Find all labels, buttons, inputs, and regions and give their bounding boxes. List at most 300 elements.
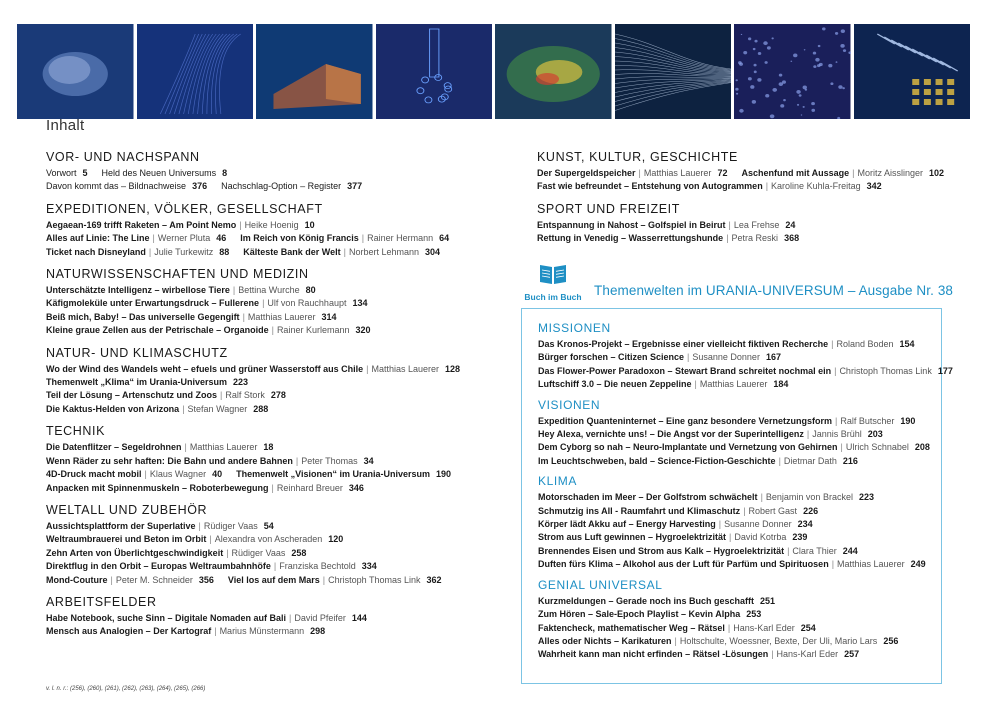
entry-title: Duften fürs Klima – Alkohol aus der Luft für Parfüm und Spirituosen bbox=[538, 559, 829, 570]
toc-entry[interactable] bbox=[46, 312, 336, 322]
entry-author: Holtschulte, Woessner, Bexte, Der Uli, Mario Lars bbox=[679, 635, 878, 646]
toc-row bbox=[537, 232, 957, 245]
entry-page-number: 334 bbox=[361, 561, 377, 572]
separator: | bbox=[322, 574, 326, 585]
toc-entry[interactable] bbox=[46, 626, 325, 636]
entry-page-number: 216 bbox=[842, 455, 858, 466]
entry-author: Stefan Wagner bbox=[187, 403, 248, 414]
section-natur-und-klimaschutz bbox=[46, 346, 486, 417]
entry-title: Zehn Arten von Überlichtgeschwindigkeit bbox=[46, 547, 224, 558]
section-visionen bbox=[538, 398, 938, 469]
entry-author: Christoph Thomas Link bbox=[839, 365, 932, 376]
toc-entry[interactable] bbox=[46, 233, 226, 243]
toc-entry[interactable] bbox=[538, 339, 915, 349]
entry-title: Schmutzig ins All - Raumfahrt und Klimaschutz bbox=[538, 505, 741, 516]
entry-title: Held des Neuen Universums bbox=[101, 168, 217, 178]
entry-page-number: 226 bbox=[803, 505, 819, 516]
separator: | bbox=[687, 352, 690, 363]
entry-page-number: 46 bbox=[216, 233, 227, 244]
entry-author: Petra Reski bbox=[731, 233, 779, 244]
toc-entry[interactable] bbox=[538, 623, 816, 633]
section-sport-und-freizeit bbox=[537, 202, 957, 246]
section-title: GENIAL UNIVERSAL bbox=[538, 577, 663, 592]
entry-author: Franziska Bechtold bbox=[279, 561, 356, 572]
toc-entry[interactable] bbox=[538, 596, 775, 606]
entry-page-number: 184 bbox=[773, 379, 789, 390]
entry-page-number: 167 bbox=[765, 352, 781, 363]
entry-title: Aegaean-169 trifft Raketen – Am Point Nemo bbox=[46, 219, 237, 230]
toc-row bbox=[538, 622, 938, 635]
separator: | bbox=[232, 285, 236, 296]
entry-title: Kälteste Bank der Welt bbox=[243, 246, 341, 257]
separator: | bbox=[239, 219, 242, 230]
header-image-strip bbox=[17, 24, 970, 119]
entry-author: Rainer Hermann bbox=[367, 233, 434, 244]
entry-page-number: 203 bbox=[867, 429, 883, 440]
entry-title: Kurzmeldungen – Gerade noch ins Buch geschafft bbox=[538, 595, 755, 606]
toc-entry[interactable] bbox=[538, 546, 858, 556]
separator: | bbox=[361, 233, 365, 244]
toc-entry[interactable] bbox=[538, 416, 915, 426]
entry-page-number: 208 bbox=[914, 442, 930, 453]
entry-page-number: 190 bbox=[435, 469, 452, 480]
separator: | bbox=[835, 415, 838, 426]
entry-title: Aschenfund mit Aussage bbox=[741, 168, 850, 178]
entry-title: Wenn Räder zu sehr haften: Die Bahn und andere Bahnen bbox=[46, 455, 293, 466]
separator: | bbox=[694, 379, 697, 390]
toc-row bbox=[46, 625, 486, 638]
toc-entry[interactable] bbox=[46, 364, 460, 374]
entry-page-number: 190 bbox=[900, 415, 916, 426]
toc-entry[interactable] bbox=[46, 521, 274, 531]
section-title: VOR- UND NACHSPANN bbox=[46, 150, 200, 164]
entry-page-number: 223 bbox=[858, 492, 874, 503]
fullerene-tube-image bbox=[376, 24, 493, 119]
toc-row bbox=[46, 455, 486, 468]
entry-page-number: 154 bbox=[899, 339, 915, 349]
entry-page-number: 128 bbox=[445, 363, 461, 374]
entry-page-number: 5 bbox=[82, 168, 88, 178]
section-title: MISSIONEN bbox=[538, 321, 611, 335]
entry-page-number: 24 bbox=[785, 219, 796, 230]
entry-title: Mond-Couture bbox=[46, 574, 108, 585]
entry-page-number: 257 bbox=[844, 649, 860, 660]
entry-page-number: 251 bbox=[760, 595, 776, 606]
toc-row bbox=[537, 167, 957, 180]
toc-entry[interactable] bbox=[46, 390, 286, 400]
toc-row bbox=[46, 180, 486, 193]
entry-author: Matthias Lauerer bbox=[247, 311, 316, 322]
entry-title: Aussichtsplattform der Superlative bbox=[46, 520, 196, 531]
entry-page-number: 239 bbox=[792, 532, 808, 543]
toc-entry[interactable] bbox=[538, 559, 926, 569]
toc-row bbox=[46, 284, 486, 297]
separator: | bbox=[209, 534, 212, 545]
toc-entry[interactable] bbox=[221, 181, 362, 191]
entry-title: Alles oder Nichts – Karikaturen bbox=[538, 635, 672, 646]
buch-im-buch-badge bbox=[520, 262, 586, 302]
entry-title: Im Reich von König Francis bbox=[240, 233, 359, 244]
light-streams-image bbox=[615, 24, 732, 119]
toc-entry[interactable] bbox=[228, 575, 442, 585]
toc-row bbox=[46, 547, 486, 560]
entry-title: Alles auf Linie: The Line bbox=[46, 233, 150, 244]
entry-author: Moritz Aisslinger bbox=[857, 168, 924, 178]
entry-author: Christoph Thomas Link bbox=[328, 574, 421, 585]
separator: | bbox=[214, 626, 217, 637]
toc-entry[interactable] bbox=[240, 233, 449, 243]
entry-title: Rettung in Venedig – Wasserrettungshunde bbox=[537, 233, 724, 244]
toc-row bbox=[538, 595, 938, 608]
section-klima bbox=[538, 474, 938, 571]
toc-row bbox=[538, 415, 938, 428]
entry-title: Nachschlag-Option – Register bbox=[221, 181, 342, 192]
toc-entry[interactable] bbox=[538, 429, 883, 439]
separator: | bbox=[674, 635, 677, 646]
entry-page-number: 377 bbox=[347, 181, 363, 192]
entry-title: Die Kaktus-Helden von Arizona bbox=[46, 403, 180, 414]
separator: | bbox=[806, 429, 810, 440]
toc-entry[interactable] bbox=[538, 636, 898, 646]
entry-author: Karoline Kuhla-Freitag bbox=[771, 181, 861, 192]
toc-row bbox=[538, 518, 938, 531]
open-book-icon bbox=[538, 262, 568, 286]
separator: | bbox=[831, 559, 835, 570]
entry-title: Unterschätzte Intelligenz – wirbellose Tiere bbox=[46, 285, 230, 296]
entry-title: Vorwort bbox=[46, 168, 77, 178]
entry-title: Hey Alexa, vernichte uns! – Die Angst vor der Superintelligenz bbox=[538, 429, 804, 440]
toc-entry[interactable] bbox=[538, 609, 761, 619]
entry-author: Matthias Lauerer bbox=[189, 442, 258, 453]
entry-page-number: 72 bbox=[717, 168, 728, 178]
toc-entry[interactable] bbox=[46, 220, 315, 230]
image-credits-footnote: v. l. n. r.: (256), (260), (261), (262), (263), (264), (265), (266) bbox=[46, 686, 206, 692]
toc-row bbox=[537, 219, 957, 232]
separator: | bbox=[152, 233, 155, 244]
entry-title: Bürger forschen – Citizen Science bbox=[538, 352, 685, 363]
entry-title: Luftschiff 3.0 – Die neuen Zeppeline bbox=[538, 379, 692, 390]
entry-page-number: 54 bbox=[263, 520, 274, 531]
entry-author: Norbert Lehmann bbox=[348, 246, 420, 257]
entry-author: Alexandra von Ascheraden bbox=[214, 534, 323, 545]
separator: | bbox=[289, 612, 292, 623]
toc-row bbox=[46, 246, 486, 259]
toc-entry[interactable] bbox=[537, 168, 727, 178]
toc-entry[interactable] bbox=[46, 404, 268, 414]
toc-entry[interactable] bbox=[46, 483, 364, 493]
entry-page-number: 258 bbox=[291, 547, 307, 558]
entry-title: Brennendes Eisen und Strom aus Kalk – Hygroelektrizität bbox=[538, 545, 785, 556]
toc-row bbox=[537, 180, 957, 193]
entry-page-number: 314 bbox=[321, 311, 337, 322]
separator: | bbox=[743, 505, 746, 516]
entry-author: Hans-Karl Eder bbox=[733, 622, 795, 633]
entry-page-number: 342 bbox=[866, 181, 882, 192]
separator: | bbox=[184, 442, 187, 453]
entry-page-number: 177 bbox=[937, 365, 953, 376]
section-title: SPORT UND FREIZEIT bbox=[537, 201, 680, 216]
entry-page-number: 249 bbox=[910, 559, 926, 570]
entry-title: Habe Notebook, suche Sinn – Digitale Nomaden auf Bali bbox=[46, 612, 287, 623]
toc-entry[interactable] bbox=[538, 492, 874, 502]
entry-title: Wahrheit kann man nicht erfinden – Rätsel -Lösungen bbox=[538, 649, 769, 660]
entry-title: Themenwelt „Visionen“ im Urania-Universum bbox=[236, 469, 430, 480]
toc-row bbox=[46, 297, 486, 310]
toc-entry[interactable] bbox=[46, 285, 316, 295]
toc-entry[interactable] bbox=[538, 456, 858, 466]
toc-entry[interactable] bbox=[537, 233, 799, 243]
heat-map-terrain-image bbox=[495, 24, 612, 119]
entry-author: Ralf Butscher bbox=[840, 415, 895, 426]
entry-page-number: 253 bbox=[746, 609, 762, 620]
section-title: NATURWISSENSCHAFTEN UND MEDIZIN bbox=[46, 267, 309, 282]
entry-author: Hans-Karl Eder bbox=[776, 649, 839, 660]
entry-author: Reinhard Breuer bbox=[276, 482, 343, 493]
entry-page-number: 254 bbox=[800, 622, 816, 633]
toc-row bbox=[46, 219, 486, 232]
toc-row bbox=[46, 389, 486, 402]
entry-author: Peter M. Schneider bbox=[115, 574, 193, 585]
separator: | bbox=[771, 649, 774, 660]
section-kunst-kultur-geschichte bbox=[537, 150, 957, 194]
separator: | bbox=[343, 246, 346, 257]
toc-row bbox=[538, 428, 938, 441]
separator: | bbox=[638, 168, 641, 178]
toc-entry[interactable] bbox=[46, 456, 374, 466]
toc-entry[interactable] bbox=[538, 442, 930, 452]
entry-author: David Kotrba bbox=[734, 532, 787, 543]
toc-row bbox=[46, 574, 486, 587]
separator: | bbox=[831, 339, 834, 349]
entry-title: Dem Cyborg so nah – Neuro-Implantate und Vernetzung von Gehirnen bbox=[538, 442, 838, 453]
entry-page-number: 362 bbox=[426, 574, 442, 585]
entry-title: Motorschaden im Meer – Der Golfstrom schwächelt bbox=[538, 492, 758, 503]
toc-entry[interactable] bbox=[46, 469, 222, 479]
entry-page-number: 256 bbox=[883, 635, 899, 646]
toc-row bbox=[538, 635, 938, 648]
entry-title: Der Supergeldspeicher bbox=[537, 168, 636, 178]
section-title: KUNST, KULTUR, GESCHICHTE bbox=[537, 150, 738, 164]
entry-author: Susanne Donner bbox=[724, 519, 792, 530]
entry-page-number: 34 bbox=[363, 455, 374, 466]
entry-author: Heike Hoenig bbox=[244, 219, 299, 230]
toc-row bbox=[46, 560, 486, 573]
toc-row bbox=[46, 324, 486, 337]
separator: | bbox=[110, 574, 113, 585]
entry-title: Zum Hören – Sale-Epoch Playlist – Kevin Alpha bbox=[538, 609, 741, 620]
entry-page-number: 376 bbox=[192, 181, 208, 192]
entry-page-number: 88 bbox=[219, 246, 230, 257]
entry-page-number: 120 bbox=[328, 534, 344, 545]
entry-author: Ralf Stork bbox=[225, 390, 265, 401]
toc-row bbox=[46, 311, 486, 324]
left-column bbox=[46, 150, 486, 647]
entry-author: Lea Frehse bbox=[733, 219, 780, 230]
separator: | bbox=[182, 403, 185, 414]
entry-page-number: 278 bbox=[270, 390, 286, 401]
separator: | bbox=[760, 492, 763, 503]
separator: | bbox=[852, 168, 855, 178]
entry-title: Entspannung in Nahost – Golfspiel in Beirut bbox=[537, 219, 726, 230]
entry-title: Ticket nach Disneyland bbox=[46, 246, 146, 257]
section-title: KLIMA bbox=[538, 474, 578, 489]
entry-title: Mensch aus Analogien – Der Kartograf bbox=[46, 626, 212, 637]
toc-entry[interactable] bbox=[243, 247, 440, 257]
toc-row bbox=[538, 378, 938, 391]
particle-cloud-image bbox=[734, 24, 851, 119]
separator: | bbox=[242, 311, 245, 322]
section-naturwissenschaften-und-medizin bbox=[46, 267, 486, 338]
section-title: TECHNIK bbox=[46, 424, 106, 439]
entry-author: Susanne Donner bbox=[692, 352, 760, 363]
separator: | bbox=[728, 219, 731, 230]
entry-title: Die Datenflitzer – Segeldrohnen bbox=[46, 442, 182, 453]
entry-author: Julie Turkewitz bbox=[154, 246, 214, 257]
toc-row bbox=[538, 608, 938, 621]
separator: | bbox=[834, 365, 837, 376]
toc-row bbox=[46, 441, 486, 454]
separator: | bbox=[787, 545, 790, 556]
entry-page-number: 368 bbox=[784, 233, 800, 244]
toc-row bbox=[538, 455, 938, 468]
toc-entry[interactable] bbox=[46, 613, 367, 623]
toc-entry[interactable] bbox=[46, 442, 273, 452]
entry-title: Beiß mich, Baby! – Das universelle Gegengift bbox=[46, 311, 240, 322]
glowing-building-image bbox=[256, 24, 373, 119]
toc-row bbox=[538, 505, 938, 518]
section-weltall-und-zubehör bbox=[46, 503, 486, 587]
entry-title: Fast wie befreundet – Entstehung von Autogrammen bbox=[537, 181, 763, 192]
toc-entry[interactable] bbox=[46, 534, 343, 544]
section-title: VISIONEN bbox=[538, 397, 601, 412]
entry-title: Viel los auf dem Mars bbox=[227, 574, 320, 585]
toc-entry[interactable] bbox=[46, 377, 248, 387]
toc-row bbox=[538, 531, 938, 544]
toc-row bbox=[46, 403, 486, 416]
toc-entry[interactable] bbox=[537, 220, 795, 230]
separator: | bbox=[718, 519, 722, 530]
section-title: WELTALL UND ZUBEHÖR bbox=[46, 502, 208, 517]
toc-entry[interactable] bbox=[46, 575, 214, 585]
toc-entry[interactable] bbox=[741, 168, 944, 178]
entry-page-number: 234 bbox=[797, 519, 813, 530]
toc-row bbox=[538, 351, 938, 364]
separator: | bbox=[148, 246, 152, 257]
toc-entry[interactable] bbox=[46, 168, 88, 178]
entry-title: Faktencheck, mathematischer Weg – Rätsel bbox=[538, 622, 725, 633]
entry-page-number: 80 bbox=[305, 285, 316, 296]
entry-title: Kleine graue Zellen aus der Petrischale – Organoide bbox=[46, 325, 269, 336]
separator: | bbox=[198, 520, 201, 531]
entry-page-number: 244 bbox=[842, 545, 858, 556]
entry-page-number: 356 bbox=[198, 574, 214, 585]
separator: | bbox=[765, 181, 769, 192]
toc-entry[interactable] bbox=[538, 366, 953, 376]
toc-entry[interactable] bbox=[538, 352, 781, 362]
entry-page-number: 298 bbox=[310, 626, 326, 637]
toc-entry[interactable] bbox=[46, 298, 368, 308]
toc-entry[interactable] bbox=[46, 325, 371, 335]
entry-author: Clara Thier bbox=[792, 545, 837, 556]
toc-entry[interactable] bbox=[236, 469, 451, 479]
toc-entry[interactable] bbox=[46, 247, 229, 257]
entry-title: Expedition Quanteninternet – Eine ganz besondere Vernetzungsform bbox=[538, 415, 833, 426]
toc-entry[interactable] bbox=[538, 649, 859, 659]
entry-author: Rainer Kurlemann bbox=[276, 325, 350, 336]
toc-entry[interactable] bbox=[537, 181, 882, 191]
entry-author: Robert Gast bbox=[748, 505, 798, 516]
toc-row bbox=[46, 376, 486, 389]
entry-author: Bettina Wurche bbox=[238, 285, 300, 296]
entry-author: Dietmar Dath bbox=[783, 455, 837, 466]
entry-page-number: 18 bbox=[263, 442, 274, 453]
toc-row bbox=[46, 533, 486, 546]
entry-author: Rüdiger Vaas bbox=[231, 547, 286, 558]
toc-row bbox=[46, 232, 486, 245]
toc-entry[interactable] bbox=[538, 532, 807, 542]
entry-author: Matthias Lauerer bbox=[837, 559, 905, 570]
toc-entry[interactable] bbox=[102, 168, 228, 178]
entry-title: Teil der Lösung – Artenschutz und Zoos bbox=[46, 390, 218, 401]
entry-title: Das Flower-Power Paradoxon – Stewart Brand schreitet nochmal ein bbox=[538, 365, 832, 376]
toc-entry[interactable] bbox=[538, 379, 788, 389]
entry-page-number: 10 bbox=[304, 219, 315, 230]
entry-page-number: 134 bbox=[352, 298, 368, 309]
toc-entry[interactable] bbox=[538, 519, 813, 529]
toc-entry[interactable] bbox=[46, 181, 207, 191]
stone-object-image bbox=[17, 24, 134, 119]
entry-author: Roland Boden bbox=[836, 339, 894, 349]
toc-entry[interactable] bbox=[46, 561, 377, 571]
section-missionen bbox=[538, 321, 953, 392]
entry-author: Ulrich Schnabel bbox=[845, 442, 909, 453]
themenwelten-title: Themenwelten im URANIA-UNIVERSUM – Ausgabe Nr. 38 bbox=[594, 283, 954, 298]
entry-author: Peter Thomas bbox=[301, 455, 358, 466]
themenwelten-box bbox=[521, 308, 953, 684]
entry-page-number: 144 bbox=[351, 612, 367, 623]
entry-title: Themenwelt „Klima“ im Urania-Universum bbox=[46, 377, 228, 388]
entry-author: David Pfeifer bbox=[294, 612, 346, 623]
toc-row bbox=[538, 441, 938, 454]
section-technik bbox=[46, 424, 486, 495]
toc-row bbox=[46, 468, 486, 481]
separator: | bbox=[273, 561, 277, 572]
separator: | bbox=[727, 622, 731, 633]
entry-page-number: 346 bbox=[348, 482, 364, 493]
entry-author: Rüdiger Vaas bbox=[203, 520, 258, 531]
separator: | bbox=[366, 363, 369, 374]
entry-title: Wo der Wind des Wandels weht – efuels und grüner Wasserstoff aus Chile bbox=[46, 363, 364, 374]
entry-page-number: 102 bbox=[929, 168, 945, 178]
toc-row bbox=[46, 520, 486, 533]
dna-digits-image bbox=[854, 24, 971, 119]
right-column bbox=[537, 150, 957, 254]
entry-page-number: 64 bbox=[439, 233, 450, 244]
toc-entry[interactable] bbox=[538, 506, 818, 516]
entry-title: Davon kommt das – Bildnachweise bbox=[46, 181, 187, 192]
entry-title: Im Leuchtschweben, bald – Science-Fiction-Geschichte bbox=[538, 455, 776, 466]
separator: | bbox=[271, 482, 274, 493]
toc-row bbox=[46, 612, 486, 625]
entry-page-number: 304 bbox=[425, 246, 441, 257]
toc-row bbox=[46, 482, 486, 495]
separator: | bbox=[778, 455, 781, 466]
toc-row bbox=[46, 363, 486, 376]
toc-entry[interactable] bbox=[46, 548, 306, 558]
entry-page-number: 320 bbox=[355, 325, 371, 336]
entry-title: Körper lädt Akku auf – Energy Harvesting bbox=[538, 519, 716, 530]
section-genial-universal bbox=[538, 578, 938, 662]
